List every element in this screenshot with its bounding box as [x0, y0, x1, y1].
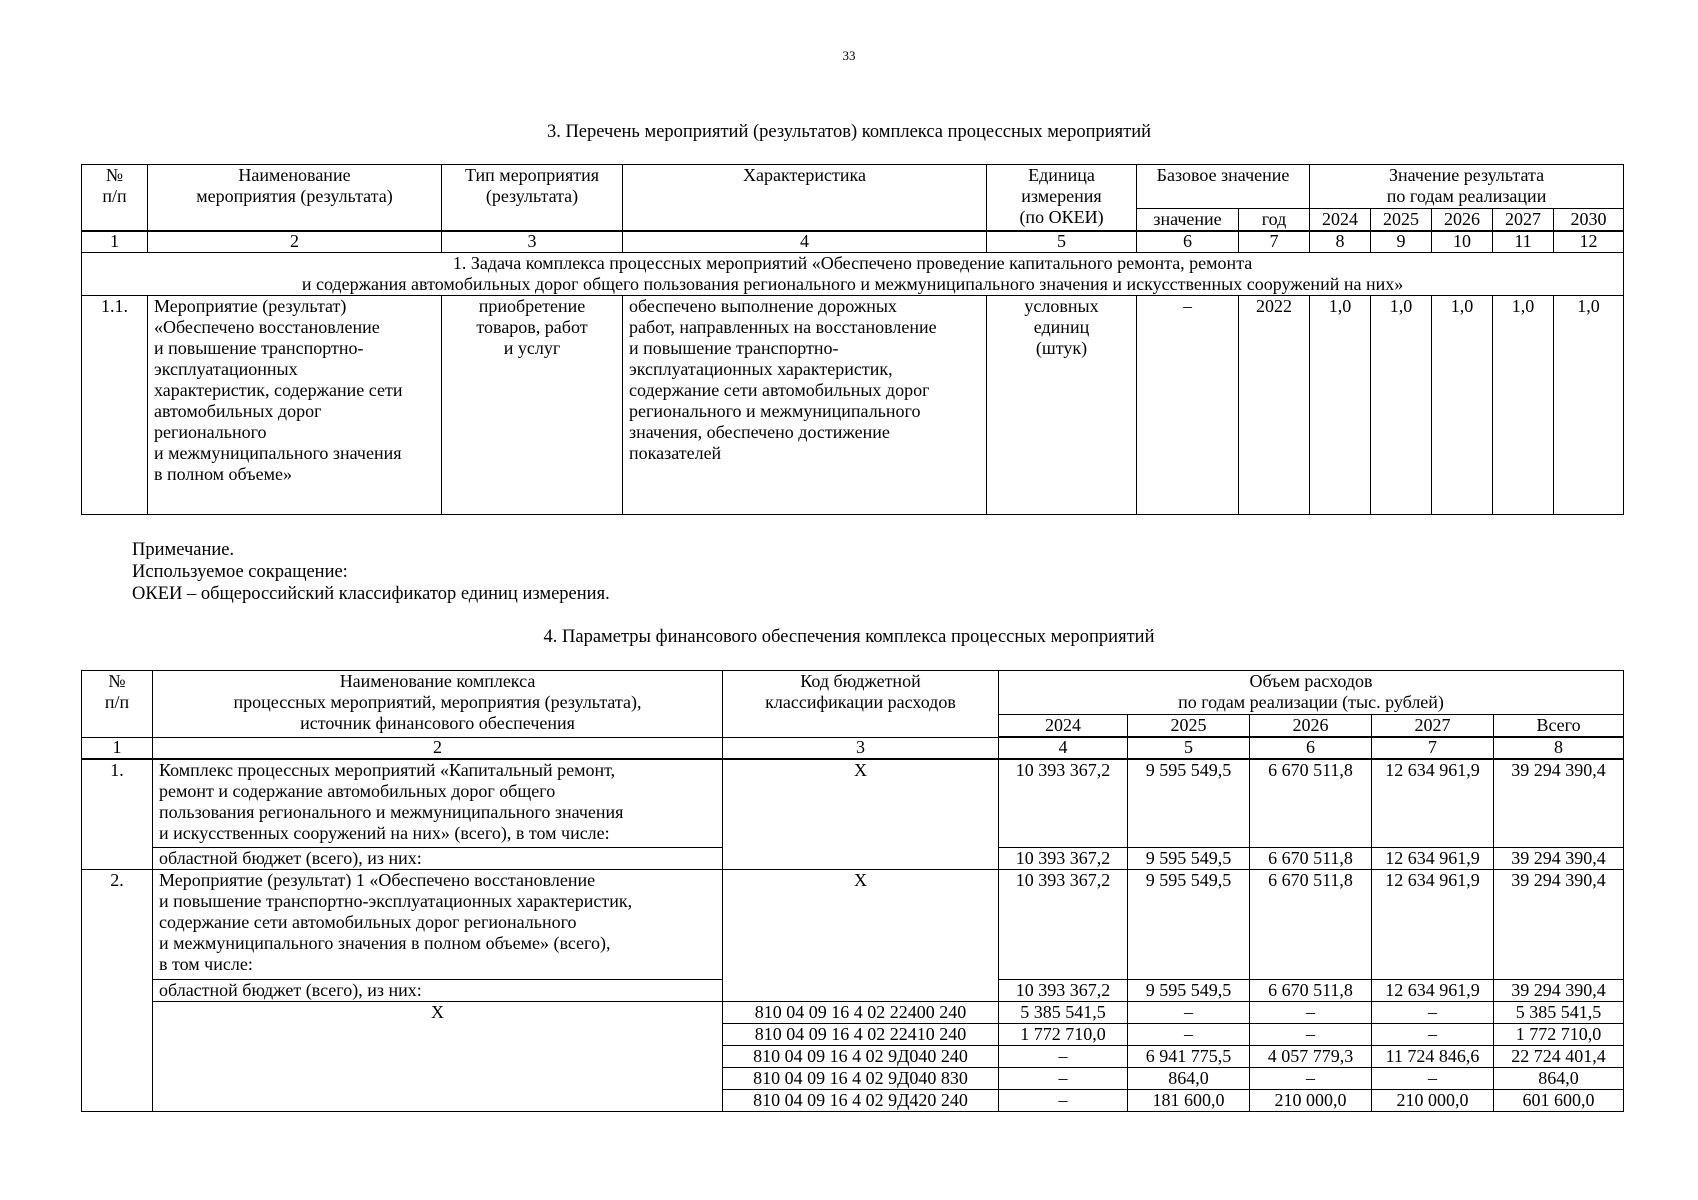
row1-num: 1.: [82, 759, 153, 869]
header-year: 2024: [1310, 209, 1371, 232]
fin-header-total: Всего: [1494, 715, 1624, 738]
budget-total: 864,0: [1494, 1067, 1624, 1089]
budget-value: 6 941 775,5: [1128, 1045, 1250, 1067]
fin-header-year: 2027: [1372, 715, 1494, 738]
task-row: 1. Задача комплекса процессных мероприятий «Обеспечено проведение капитального ремонта, ремонта и содержания автомобильных дорог общего пользования регионального и межмуниципального значения и искусственных сооружений на них»: [82, 253, 1624, 296]
col-number: 6: [1137, 231, 1239, 253]
activity-finance-row: [82, 869, 1624, 979]
budget-code: 810 04 09 16 4 02 22410 240: [723, 1023, 999, 1045]
col-number: 2: [148, 231, 442, 253]
col-number: 11: [1493, 231, 1554, 253]
budget-code: 810 04 09 16 4 02 9Д040 240: [723, 1045, 999, 1067]
budget-value: –: [999, 1089, 1128, 1111]
activity-row: [82, 296, 1624, 515]
col-number: 8: [1310, 231, 1371, 253]
row-value: 1,0: [1310, 296, 1371, 515]
fin-header-year: 2024: [999, 715, 1128, 738]
row1-name: Комплекс процессных мероприятий «Капитальный ремонт, ремонт и содержание автомобильных дорог общего пользования регионального и межмуниципального значения и искусственных сооружений на них» (всего), в том числе:: [153, 759, 723, 847]
budget-total: 22 724 401,4: [1494, 1045, 1624, 1067]
col-number: 4: [623, 231, 987, 253]
row1-sub-total: 39 294 390,4: [1494, 847, 1624, 869]
header-result: Значение результата по годам реализации: [1310, 165, 1624, 209]
header-unit: Единица измерения (по ОКЕИ): [987, 165, 1137, 232]
budget-code: 810 04 09 16 4 02 22400 240: [723, 1001, 999, 1023]
row2-total: 39 294 390,4: [1494, 869, 1624, 979]
row2-sub-value: 10 393 367,2: [999, 979, 1128, 1001]
header-base-year: год: [1239, 209, 1310, 232]
row1-total: 39 294 390,4: [1494, 759, 1624, 847]
row-characteristic: обеспечено выполнение дорожных работ, направленных на восстановление и повышение транспортно- эксплуатационных характеристик, содержание сети автомобильных дорог регионального и межмуниципального значения, обеспечено достижение показателей: [623, 296, 987, 515]
col-number: 3: [442, 231, 623, 253]
row1-sub-value: 10 393 367,2: [999, 847, 1128, 869]
row-value: 1,0: [1371, 296, 1432, 515]
col-number: 10: [1432, 231, 1493, 253]
row2-name: Мероприятие (результат) 1 «Обеспечено восстановление и повышение транспортно-эксплуатационных характеристик, содержание сети автомобильных дорог регионального и межмуниципального значения в полном объеме» (всего), в том числе:: [153, 869, 723, 979]
row2-sub-value: 9 595 549,5: [1128, 979, 1250, 1001]
budget-total: 5 385 541,5: [1494, 1001, 1624, 1023]
budget-line-row: [82, 1001, 1624, 1023]
complex-row: [82, 759, 1624, 847]
budget-value: –: [1250, 1001, 1372, 1023]
col-number: 12: [1554, 231, 1624, 253]
budget-value: 181 600,0: [1128, 1089, 1250, 1111]
header-base-value: значение: [1137, 209, 1239, 232]
row-value: 1,0: [1493, 296, 1554, 515]
header-type: Тип мероприятия (результата): [442, 165, 623, 232]
header-name: Наименование мероприятия (результата): [148, 165, 442, 232]
page-number: 33: [842, 48, 856, 63]
section3-title: 3. Перечень мероприятий (результатов) комплекса процессных мероприятий: [546, 122, 1152, 142]
row2-value: 9 595 549,5: [1128, 869, 1250, 979]
budget-value: –: [1128, 1023, 1250, 1045]
row1-value: 10 393 367,2: [999, 759, 1128, 847]
header-year: 2027: [1493, 209, 1554, 232]
row1-sub-value: 9 595 549,5: [1128, 847, 1250, 869]
row1-sub-name: областной бюджет (всего), из них:: [153, 847, 723, 869]
row-base-value: –: [1137, 296, 1239, 515]
finance-table: [81, 670, 1624, 1112]
budget-value: 5 385 541,5: [999, 1001, 1128, 1023]
fin-header-name: Наименование комплекса процессных мероприятий, мероприятия (результата), источник финансового обеспечения: [153, 671, 723, 738]
fin-column-numbers-row: [82, 737, 1624, 759]
budget-value: –: [999, 1045, 1128, 1067]
budget-value: –: [1250, 1023, 1372, 1045]
col-number: 7: [1239, 231, 1310, 253]
budget-value: –: [1372, 1067, 1494, 1089]
col-number: 4: [999, 737, 1128, 759]
header-base: Базовое значение: [1137, 165, 1310, 209]
budget-total: 601 600,0: [1494, 1089, 1624, 1111]
row2-code: Х: [723, 869, 999, 1001]
row-num: 1.1.: [82, 296, 148, 515]
row2-sub-value: 12 634 961,9: [1372, 979, 1494, 1001]
row1-value: 6 670 511,8: [1250, 759, 1372, 847]
activities-table: [81, 164, 1624, 515]
budget-value: 1 772 710,0: [999, 1023, 1128, 1045]
col-number: 3: [723, 737, 999, 759]
budget-code: 810 04 09 16 4 02 9Д420 240: [723, 1089, 999, 1111]
budget-value: –: [1372, 1001, 1494, 1023]
row-name: Мероприятие (результат) «Обеспечено восстановление и повышение транспортно- эксплуатационных характеристик, содержание сети автомобильных дорог регионального и межмуниципального значения в полном объеме»: [148, 296, 442, 515]
col-number: 1: [82, 737, 153, 759]
budget-value: 210 000,0: [1250, 1089, 1372, 1111]
col-number: 5: [987, 231, 1137, 253]
col-number: 2: [153, 737, 723, 759]
note-okei: ОКЕИ – общероссийский классификатор единиц измерения.: [132, 584, 610, 604]
budget-value: –: [1250, 1067, 1372, 1089]
note-abbreviation: Используемое сокращение:: [132, 562, 348, 582]
col-number: 8: [1494, 737, 1624, 759]
budget-value: –: [999, 1067, 1128, 1089]
row1-sub-value: 6 670 511,8: [1250, 847, 1372, 869]
budget-lines-x: Х: [153, 1001, 723, 1111]
row-unit: условных единиц (штук): [987, 296, 1137, 515]
row-value: 1,0: [1554, 296, 1624, 515]
col-number: 6: [1250, 737, 1372, 759]
fin-header-code: Код бюджетной классификации расходов: [723, 671, 999, 738]
budget-value: 4 057 779,3: [1250, 1045, 1372, 1067]
col-number: 1: [82, 231, 148, 253]
column-numbers-row: [82, 231, 1624, 253]
row2-sub-name: областной бюджет (всего), из них:: [153, 979, 723, 1001]
budget-code: 810 04 09 16 4 02 9Д040 830: [723, 1067, 999, 1089]
row2-num: 2.: [82, 869, 153, 1111]
header-year: 2030: [1554, 209, 1624, 232]
header-year: 2026: [1432, 209, 1493, 232]
col-number: 9: [1371, 231, 1432, 253]
row2-value: 10 393 367,2: [999, 869, 1128, 979]
budget-total: 1 772 710,0: [1494, 1023, 1624, 1045]
fin-header-year: 2025: [1128, 715, 1250, 738]
budget-value: 210 000,0: [1372, 1089, 1494, 1111]
header-characteristic: Характеристика: [623, 165, 987, 232]
row2-sub-value: 6 670 511,8: [1250, 979, 1372, 1001]
row1-code: Х: [723, 759, 999, 869]
row1-value: 12 634 961,9: [1372, 759, 1494, 847]
row-base-year: 2022: [1239, 296, 1310, 515]
row2-sub-total: 39 294 390,4: [1494, 979, 1624, 1001]
col-number: 5: [1128, 737, 1250, 759]
fin-header-volume: Объем расходов по годам реализации (тыс. рублей): [999, 671, 1624, 715]
header-year: 2025: [1371, 209, 1432, 232]
row2-value: 6 670 511,8: [1250, 869, 1372, 979]
header-num: № п/п: [82, 165, 148, 232]
col-number: 7: [1372, 737, 1494, 759]
budget-value: –: [1128, 1001, 1250, 1023]
budget-value: 11 724 846,6: [1372, 1045, 1494, 1067]
fin-header-year: 2026: [1250, 715, 1372, 738]
row1-sub-value: 12 634 961,9: [1372, 847, 1494, 869]
section4-title: 4. Параметры финансового обеспечения комплекса процессных мероприятий: [543, 627, 1155, 647]
row-type: приобретение товаров, работ и услуг: [442, 296, 623, 515]
budget-value: 864,0: [1128, 1067, 1250, 1089]
note-title: Примечание.: [132, 540, 235, 560]
row2-value: 12 634 961,9: [1372, 869, 1494, 979]
budget-value: –: [1372, 1023, 1494, 1045]
row-value: 1,0: [1432, 296, 1493, 515]
row1-value: 9 595 549,5: [1128, 759, 1250, 847]
fin-header-num: № п/п: [82, 671, 153, 738]
